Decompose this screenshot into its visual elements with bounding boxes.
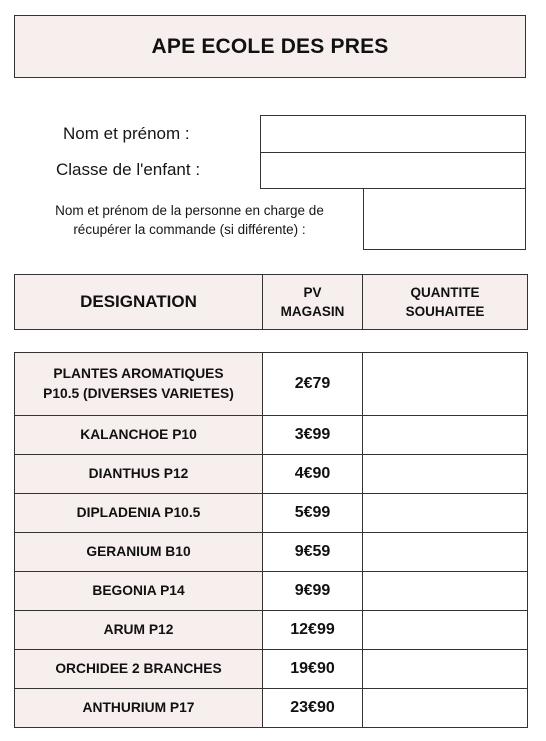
item-price: 5€99	[263, 494, 363, 533]
item-price: 9€99	[263, 572, 363, 611]
order-table-header	[14, 274, 528, 330]
item-name-line2: P10.5 (DIVERSES VARIETES)	[43, 386, 234, 401]
item-price: 19€90	[263, 650, 363, 689]
quantity-input[interactable]	[363, 689, 528, 728]
item-name-line1: PLANTES AROMATIQUES	[53, 366, 224, 381]
item-price: 23€90	[263, 689, 363, 728]
table-row	[15, 533, 528, 572]
table-row	[15, 455, 528, 494]
quantity-header	[363, 275, 528, 330]
item-name: DIPLADENIA P10.5	[15, 494, 263, 533]
quantity-input[interactable]	[363, 455, 528, 494]
quantity-header-line2: SOUHAITEE	[405, 304, 485, 319]
table-row	[15, 494, 528, 533]
item-price: 3€99	[263, 416, 363, 455]
item-name: GERANIUM B10	[15, 533, 263, 572]
item-name: BEGONIA P14	[15, 572, 263, 611]
item-price: 2€79	[263, 353, 363, 416]
table-row	[15, 650, 528, 689]
item-price: 9€59	[263, 533, 363, 572]
class-label: Classe de l'enfant :	[56, 160, 201, 179]
quantity-input[interactable]	[363, 650, 528, 689]
order-items-table	[14, 352, 528, 728]
table-row	[15, 353, 528, 416]
pickup-label	[22, 201, 357, 239]
item-price: 12€99	[263, 611, 363, 650]
pickup-label-line2: récupérer la commande (si différente) :	[73, 222, 306, 237]
pickup-person-input[interactable]	[363, 188, 526, 250]
quantity-input[interactable]	[363, 494, 528, 533]
item-price: 4€90	[263, 455, 363, 494]
item-name: ORCHIDEE 2 BRANCHES	[15, 650, 263, 689]
quantity-input[interactable]	[363, 533, 528, 572]
quantity-input[interactable]	[363, 611, 528, 650]
quantity-input[interactable]	[363, 572, 528, 611]
price-header	[263, 275, 363, 330]
class-input[interactable]	[260, 152, 526, 189]
designation-header: DESIGNATION	[15, 275, 263, 330]
item-name: KALANCHOE P10	[15, 416, 263, 455]
name-input[interactable]	[260, 115, 526, 153]
quantity-input[interactable]	[363, 416, 528, 455]
page-title: APE ECOLE DES PRES	[151, 34, 389, 58]
title-box	[14, 15, 526, 78]
item-name	[15, 353, 263, 416]
item-name: ARUM P12	[15, 611, 263, 650]
quantity-input[interactable]	[363, 353, 528, 416]
table-row	[15, 611, 528, 650]
item-name: ANTHURIUM P17	[15, 689, 263, 728]
table-row	[15, 572, 528, 611]
price-header-line1: PV	[303, 285, 322, 300]
table-row	[15, 416, 528, 455]
quantity-header-line1: QUANTITE	[410, 285, 480, 300]
price-header-line2: MAGASIN	[280, 304, 345, 319]
name-label: Nom et prénom :	[63, 124, 190, 143]
pickup-label-line1: Nom et prénom de la personne en charge de	[55, 203, 324, 218]
table-row	[15, 689, 528, 728]
item-name: DIANTHUS P12	[15, 455, 263, 494]
